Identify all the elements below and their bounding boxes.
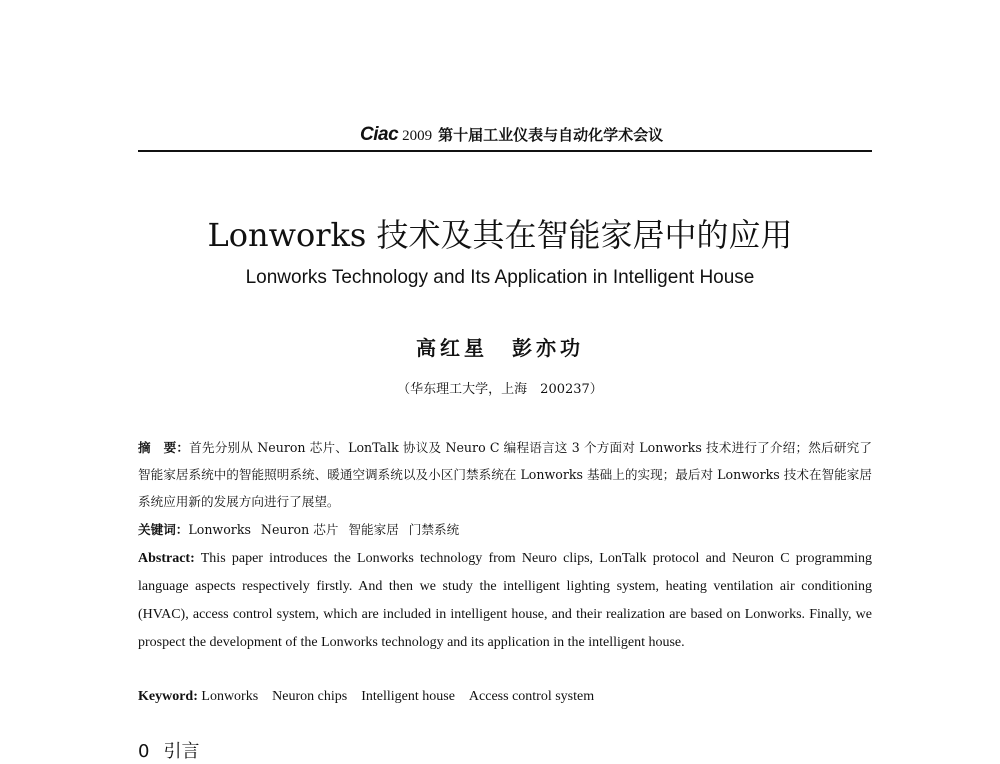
paper-title-chinese: Lonworks 技术及其在智能家居中的应用 — [207, 216, 793, 254]
authors: 高红星 彭亦功 — [416, 336, 584, 360]
abstract-chinese-label: 摘 要： — [138, 440, 190, 455]
abstract-chinese — [138, 434, 872, 515]
keyword-chinese-item: 智能家居 — [348, 522, 399, 537]
keyword-english-item: Access control system — [468, 689, 595, 704]
header-rule — [138, 150, 872, 152]
paper-title-english: Lonworks Technology and Its Application in Intelligent House — [245, 267, 755, 288]
keywords-english-label: Keyword: — [138, 689, 198, 704]
keywords-chinese-label: 关键词： — [138, 522, 189, 537]
keyword-chinese-item: Neuron 芯片 — [260, 522, 339, 537]
section-title: 引言 — [163, 741, 200, 762]
keyword-english-item: Lonworks — [201, 689, 259, 704]
conference-title: 第十届工业仪表与自动化学术会议 — [438, 126, 664, 144]
conference-logo: Ciac — [360, 124, 399, 145]
section-number: 0 — [138, 741, 150, 762]
keywords-chinese — [138, 519, 872, 541]
keyword-chinese-item: 门禁系统 — [408, 522, 460, 537]
abstract-english — [138, 545, 872, 657]
section-heading — [138, 740, 199, 764]
keyword-chinese-item: Lonworks — [188, 522, 251, 537]
conference-header — [138, 120, 872, 152]
abstract-chinese-text: 首先分别从 Neuron 芯片、LonTalk 协议及 Neuro C 编程语言这 3 个方面对 Lonworks 技术进行了介绍；然后研究了智能家居系统中的智能照明系统、暖通空调系统以及小区门禁系统在 Lonworks 基础上的实现；最后对 Lonworks 技术在智能家居系统应用新的发展方向进行了展望。 — [138, 440, 873, 509]
keyword-english-item: Intelligent house — [361, 689, 455, 704]
affiliation: （华东理工大学，上海 200237） — [397, 382, 603, 397]
keywords-english — [138, 686, 872, 708]
abstract-english-text: This paper introduces the Lonworks technology from Neuro clips, LonTalk protocol and Neuron C programming language aspects respectively firstly. And then we study the intelligent lighting system, heating ventilation air conditioning (HVAC), access control system, which are included in intelligent house, and their realization are based on Lonworks. Finally, we prospect the development of the Lonworks technology and its application in the intelligent house. — [138, 551, 873, 650]
abstract-english-label: Abstract: — [138, 551, 195, 566]
keyword-english-item: Neuron chips — [272, 689, 348, 704]
conference-year: 2009 — [402, 128, 433, 144]
